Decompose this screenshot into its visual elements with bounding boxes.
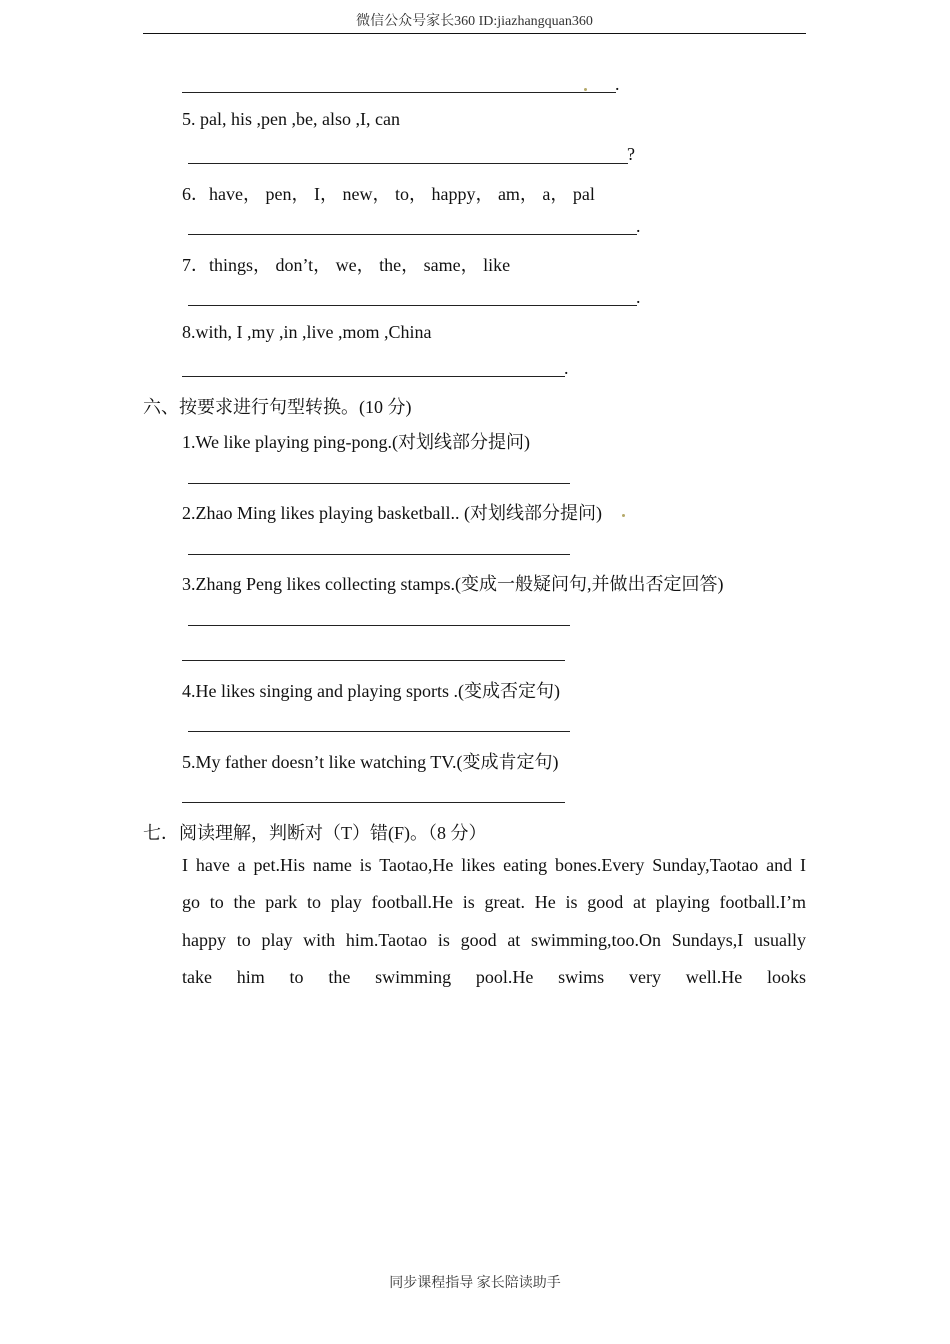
question-prompt: 6．have， pen， I， new， to， happy， am， a， pal: [182, 184, 595, 204]
answer-line: [188, 554, 570, 555]
smudge-mark: [622, 514, 625, 517]
line-end-punct: .: [615, 74, 620, 94]
line-end-punct: .: [636, 216, 641, 236]
reading-line: take him to the swimming pool.He swims very well.He looks: [182, 967, 806, 987]
question-prompt: 7．things， don’t， we， the， same， like: [182, 255, 511, 275]
reading-line: go to the park to play football.He is great. He is good at playing football.I’m: [182, 892, 806, 912]
reading-line: happy to play with him.Taotao is good at swimming,too.On Sundays,I usually: [182, 930, 806, 950]
question-prompt: 4.He likes singing and playing sports .(变成否定句): [182, 681, 560, 701]
line-end-punct: ?: [627, 144, 635, 164]
answer-line: [182, 92, 616, 93]
answer-line: [182, 376, 565, 377]
page-header: 微信公众号家长360 ID:jiazhangquan360: [143, 10, 806, 34]
answer-line: [188, 625, 570, 626]
reading-line: I have a pet.His name is Taotao,He likes eating bones.Every Sunday,Taotao and I: [182, 855, 806, 875]
line-end-punct: .: [564, 358, 569, 378]
question-prompt: 3.Zhang Peng likes collecting stamps.(变成一般疑问句,并做出否定回答): [182, 574, 724, 594]
answer-line: [188, 234, 637, 235]
question-prompt: 1.We like playing ping-pong.(对划线部分提问): [182, 432, 531, 452]
question-prompt: 2.Zhao Ming likes playing basketball.. (对划线部分提问): [182, 503, 602, 523]
answer-line: [182, 802, 565, 803]
answer-line: [182, 660, 565, 661]
answer-line: [188, 731, 570, 732]
answer-line: [188, 483, 570, 484]
question-prompt: 8.with, I ,my ,in ,live ,mom ,China: [182, 322, 432, 342]
question-prompt: 5.My father doesn’t like watching TV.(变成肯定句): [182, 752, 559, 772]
question-prompt: 5. pal, his ,pen ,be, also ,I, can: [182, 109, 400, 129]
section-title: 七．阅读理解，判断对（T）错(F)。（8 分）: [143, 823, 487, 843]
line-end-punct: .: [636, 287, 641, 307]
page-footer: 同步课程指导 家长陪读助手: [389, 1276, 561, 1291]
answer-line: [188, 163, 628, 164]
answer-line: [188, 305, 637, 306]
section-title: 六、按要求进行句型转换。(10 分): [143, 397, 412, 417]
smudge-mark: [584, 88, 587, 91]
